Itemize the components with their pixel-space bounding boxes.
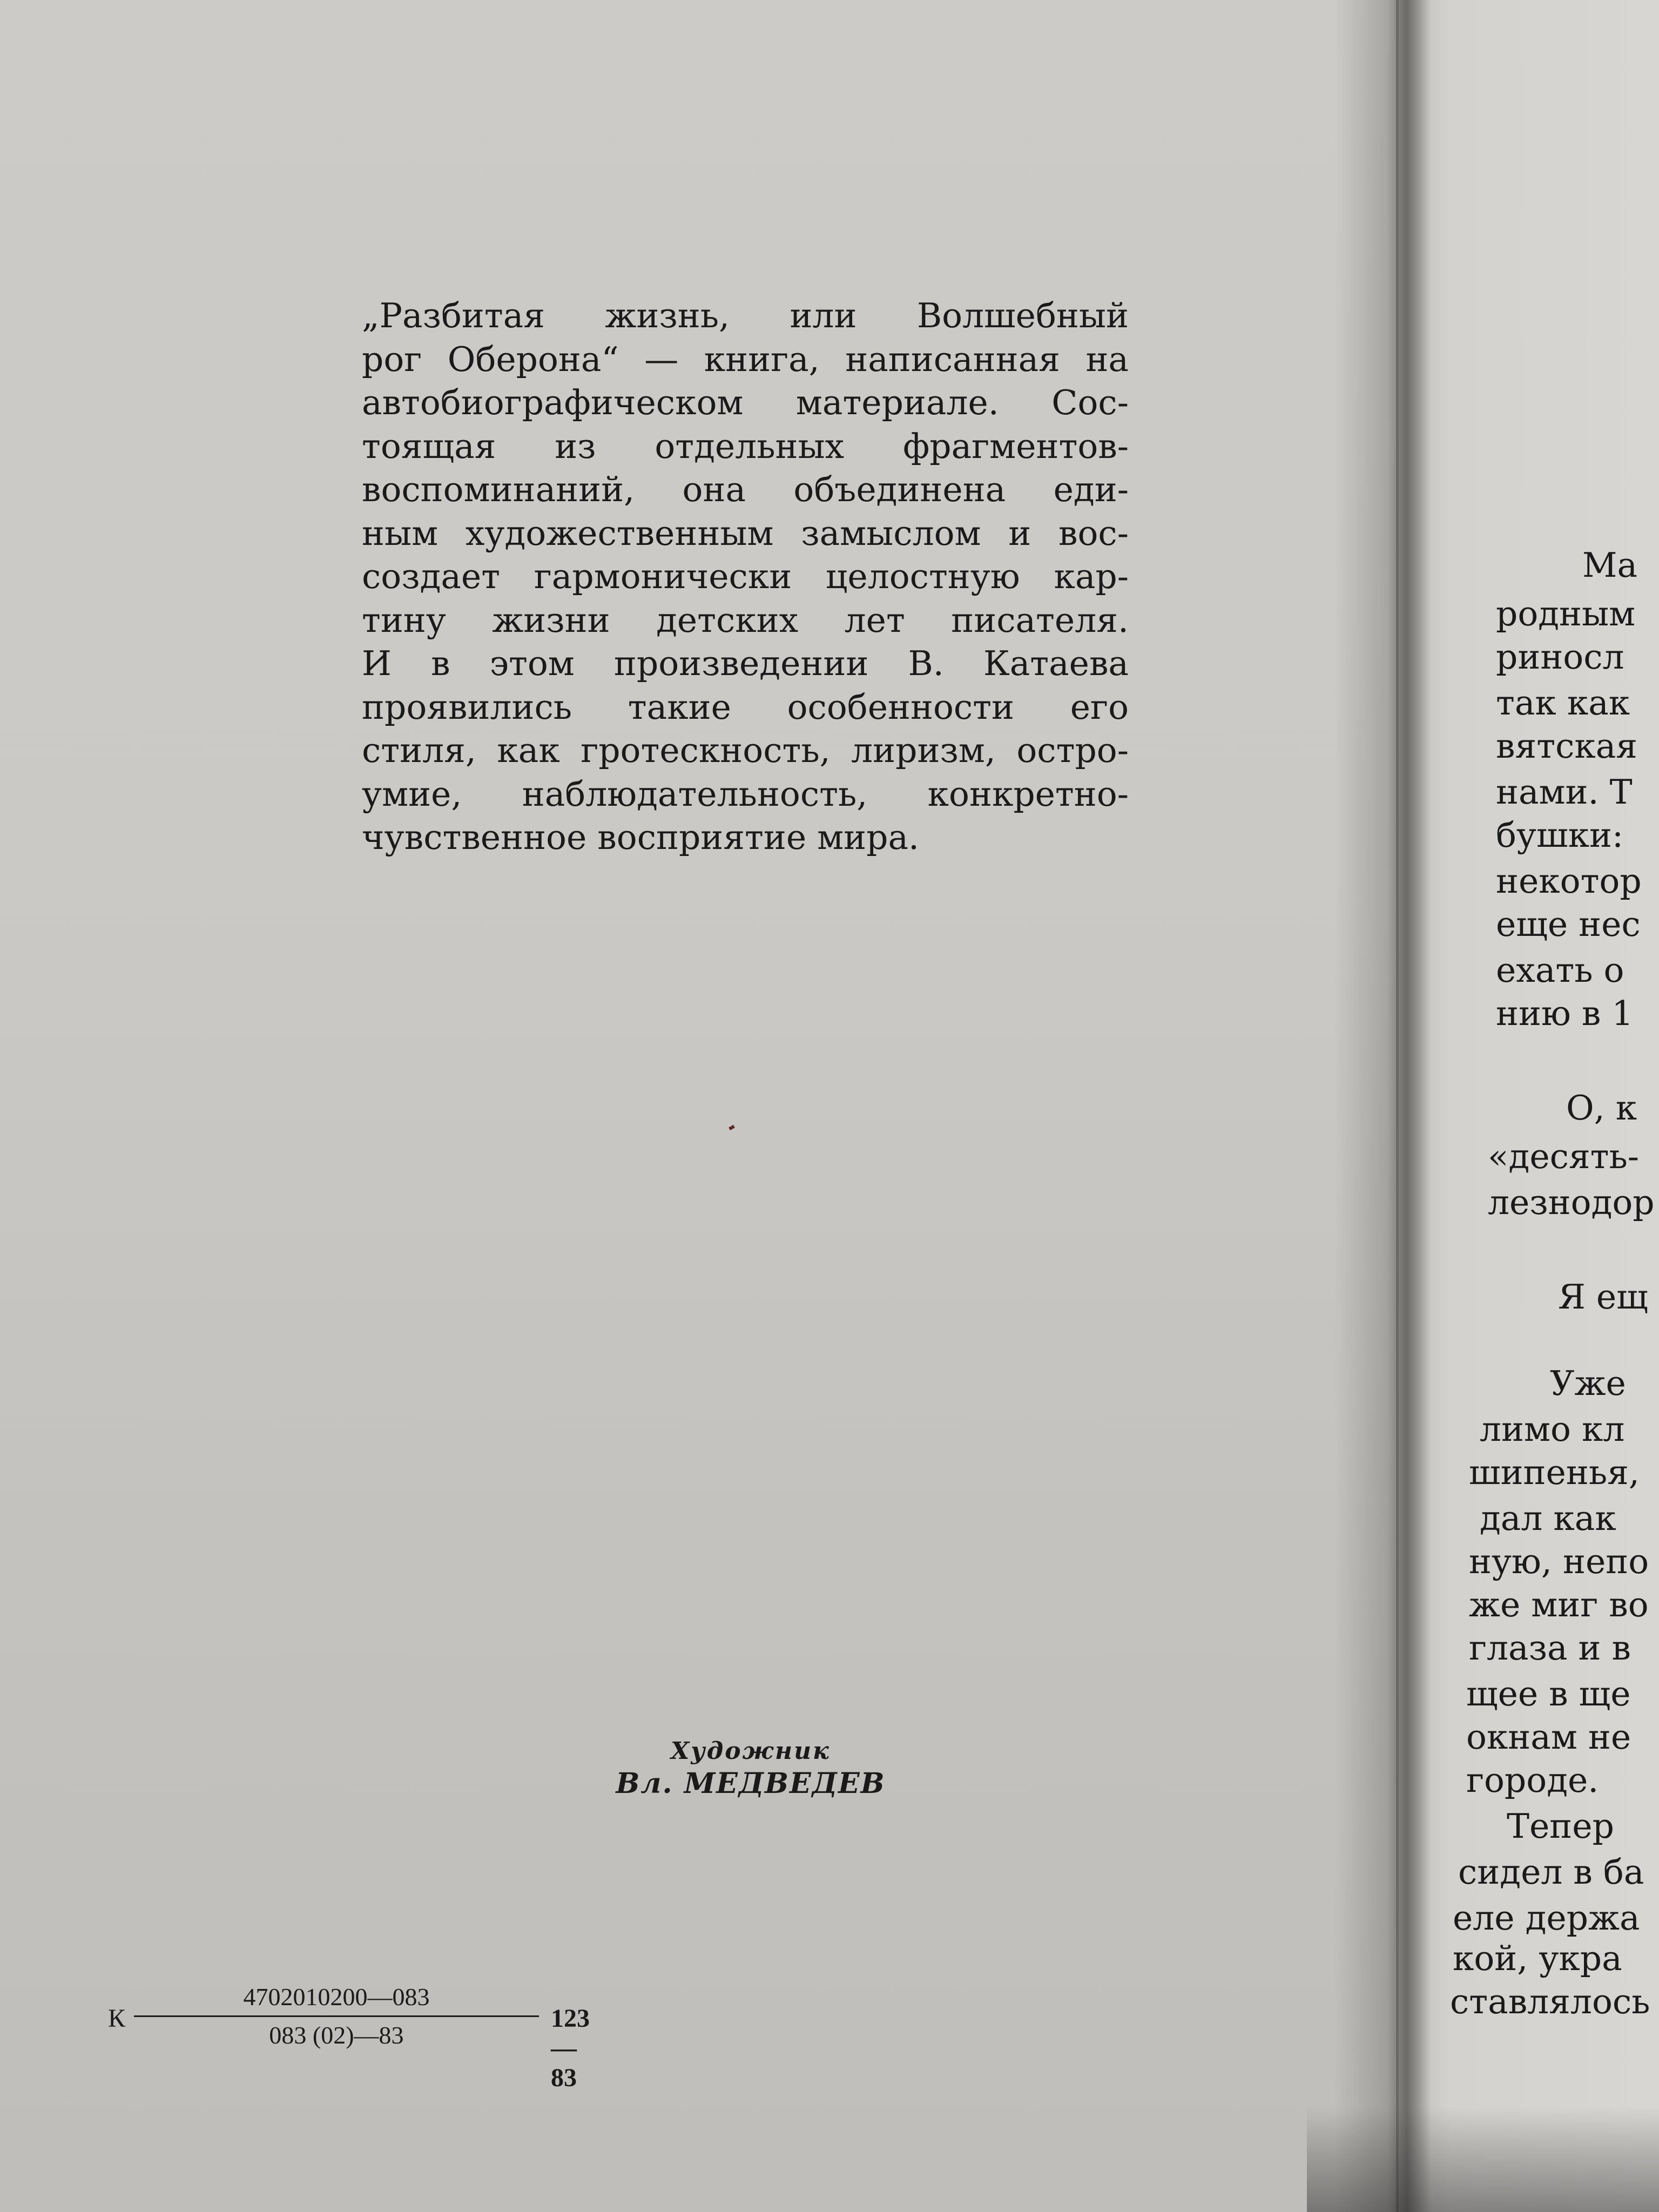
- next-page-fragment: некотор: [1496, 861, 1642, 901]
- catalog-fraction: [134, 1982, 539, 2051]
- next-page-fragment: шипенья,: [1469, 1453, 1640, 1492]
- next-page-fragment: ную, непо: [1469, 1542, 1649, 1581]
- catalog-code: 123—83: [551, 2004, 590, 2092]
- next-page-fragment: сидел в ба: [1458, 1852, 1644, 1892]
- illustrator-name: Вл. МЕДВЕДЕВ: [616, 1767, 886, 1800]
- fraction-bar: [134, 2015, 539, 2017]
- next-page-fragment: глаза и в: [1469, 1628, 1631, 1668]
- catalog-letter: К: [108, 2004, 126, 2033]
- corner-shadow: [1307, 2106, 1659, 2212]
- annotation-line: умие, наблюдательность, конкретно-: [362, 774, 1129, 814]
- next-page-fragment: Я ещ: [1558, 1277, 1648, 1317]
- catalog-denominator: 083 (02)—83: [269, 2021, 404, 2049]
- next-page-fragment: бушки:: [1496, 815, 1624, 855]
- catalog-numerator: 4702010200—083: [243, 1983, 430, 2011]
- next-page-fragment: вятская: [1496, 726, 1638, 766]
- annotation-line: тину жизни детских лет писателя.: [362, 600, 1129, 640]
- next-page-fragment: Ма: [1582, 545, 1638, 585]
- annotation-line: создает гармонически целостную кар-: [362, 557, 1129, 596]
- next-page-fragment: городе.: [1466, 1761, 1599, 1800]
- next-page-fragment: Уже: [1550, 1364, 1626, 1403]
- annotation-line: проявились такие особенности его: [362, 687, 1129, 727]
- next-page-fragment: О, к: [1566, 1088, 1637, 1128]
- right-page: [1399, 0, 1659, 2212]
- next-page-fragment: нами. Т: [1496, 772, 1633, 812]
- next-page-fragment: же миг во: [1469, 1585, 1649, 1624]
- illustrator-role: Художник: [671, 1737, 831, 1765]
- next-page-fragment: щее в ще: [1466, 1674, 1631, 1714]
- annotation-line: рог Оберона“ — книга, написанная на: [362, 339, 1129, 379]
- annotation-line: воспоминаний, она объединена еди-: [362, 470, 1129, 509]
- illustrator-credit: [567, 1736, 934, 1801]
- next-page-fragment: еще нес: [1496, 905, 1641, 944]
- next-page-fragment: ставлялось: [1450, 1982, 1650, 2021]
- next-page-fragment: лимо кл: [1480, 1410, 1625, 1449]
- book-gutter: [1334, 0, 1431, 2212]
- book-annotation: [362, 294, 1129, 860]
- annotation-line: „Разбитая жизнь, или Волшебный: [362, 296, 1129, 335]
- annotation-line: И в этом произведении В. Катаева: [362, 644, 1129, 683]
- next-page-fragment: риносл: [1496, 637, 1624, 677]
- next-page-fragment: ехать о: [1496, 950, 1624, 990]
- next-page-fragment: Тепер: [1507, 1806, 1614, 1846]
- next-page-fragment: кой, укра: [1453, 1939, 1622, 1978]
- next-page-fragment: еле держа: [1453, 1898, 1640, 1938]
- next-page-fragment: нию в 1: [1496, 994, 1634, 1033]
- annotation-line: ным художественным замыслом и вос-: [362, 513, 1129, 553]
- next-page-fragment: так как: [1496, 683, 1630, 723]
- next-page-fragment: дал как: [1480, 1499, 1616, 1538]
- annotation-line: чувственное восприятие мира.: [362, 818, 920, 857]
- annotation-line: автобиографическом материале. Сос-: [362, 383, 1129, 422]
- next-page-fragment: окнам не: [1466, 1717, 1631, 1757]
- next-page-fragment: лезнодор: [1488, 1183, 1655, 1222]
- annotation-line: стиля, как гротескность, лиризм, остро-: [362, 731, 1129, 770]
- next-page-fragment: «десять-: [1488, 1137, 1640, 1176]
- annotation-line: тоящая из отдельных фрагментов-: [362, 426, 1129, 466]
- next-page-fragment: родным: [1496, 594, 1636, 633]
